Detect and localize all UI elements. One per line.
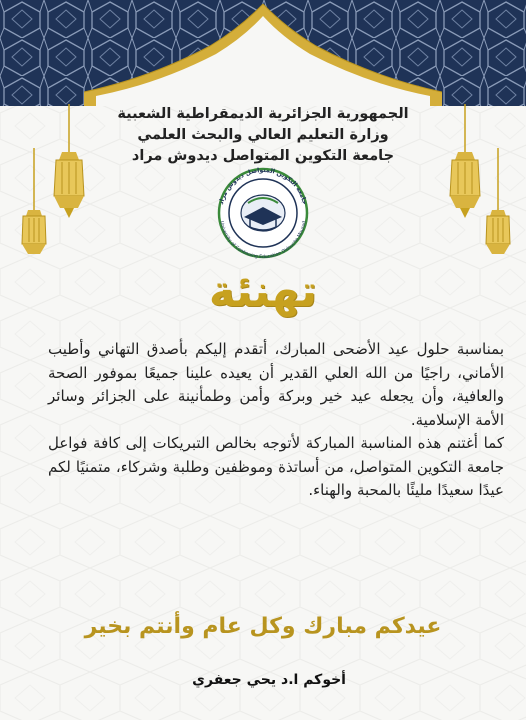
lantern-icon [482, 148, 514, 260]
closing-wish: عيدكم مبارك وكل عام وأنتم بخير [84, 614, 442, 639]
message-paragraph-1: بمناسبة حلول عيد الأضحى المبارك، أتقدم إليكم بأصدق التهاني وأطيب الأماني، راجيًا من الله العلي القدير أن يعيده علينا جميعًا بموفور الصحة والعافية، وأن يجعله عيد خير وبركة وأمن وطمأنينة على الجزائر وسائر الأمة الإسلامية. [48, 340, 504, 429]
lantern-icon [18, 148, 50, 260]
logo-arabic-text: جامعة التكوين المتواصل ديدوش مراد [217, 166, 309, 206]
header-line-university: جامعة التكوين المتواصل ديدوش مراد [131, 148, 395, 164]
university-emblem-icon [208, 163, 318, 261]
message-paragraph-2: كما أغتنم هذه المناسبة المباركة لأتوجه بخالص التبريكات إلى كافة فواعل جامعة التكوين المتواصل، من أساتذة وموظفين وطلبة وشركاء، متمنيًا لكم عيدًا سعيدًا مليئًا بالمحبة والهناء. [48, 434, 504, 499]
logo-latin-text: University of Continuing Education Didouche Mourad [218, 220, 308, 260]
greeting-title: تهنئة [208, 266, 318, 317]
message-body [48, 338, 504, 503]
signature: أخوكم ا.د يحي جعفري [192, 672, 346, 688]
header-line-ministry: وزارة التعليم العالي والبحث العلمي [137, 127, 389, 143]
header-line-republic: الجمهورية الجزائرية الديمقراطية الشعبية [117, 106, 409, 122]
institution-header [60, 104, 466, 167]
